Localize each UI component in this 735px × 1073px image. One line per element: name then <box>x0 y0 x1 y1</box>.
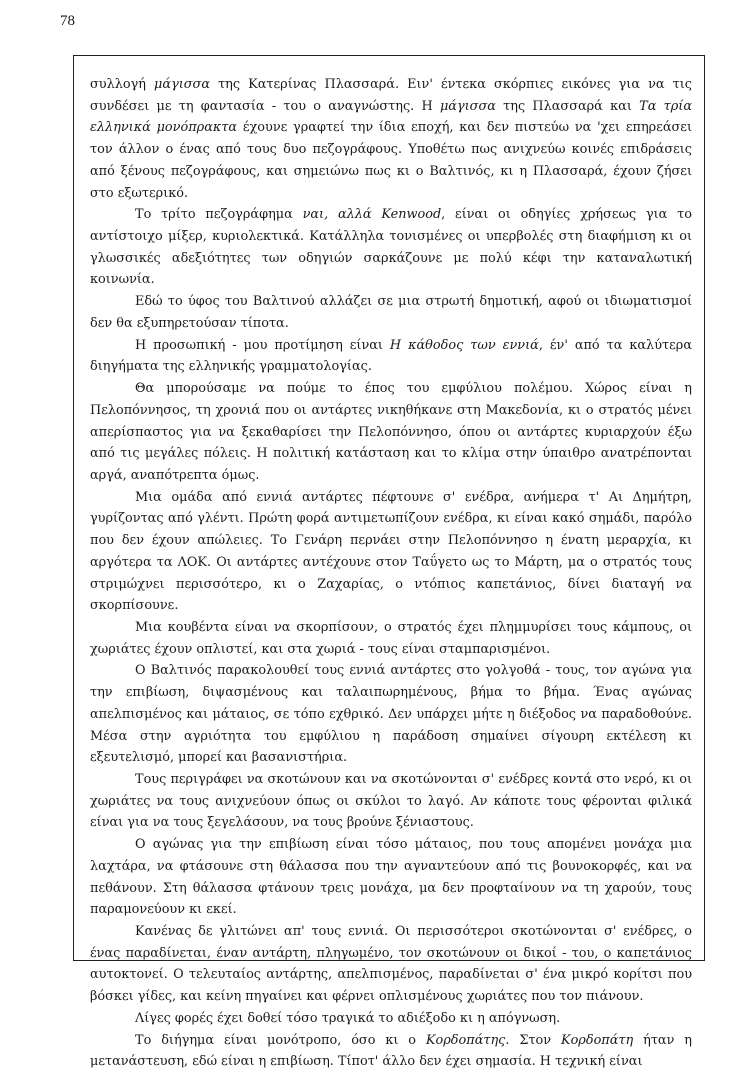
paragraph <box>90 1008 692 1030</box>
text-run: , έν' από τα καλύτερα διηγήματα της ελληνικής γραμματολογίας. <box>90 337 692 375</box>
text-run: Ο αγώνας για την επιβίωση είναι τόσο μάταιος, που τους απομένει μονάχα μια λαχτάρα, να φτάσουνε στη θάλασσα που την αγναντεύουν από τις βουνοκορφές, και να πεθάνουν. Στη θάλασσα φτάνουν τρεις μονάχα, μα δεν προφταίνουν να τη χαρούν, τους παραμονεύουν κι εκεί. <box>90 837 692 918</box>
paragraph <box>90 617 692 660</box>
paragraph <box>90 378 692 487</box>
text-run: , είναι οι οδηγίες χρήσεως για το αντίστοιχο μίξερ, κυριολεκτικά. Κατάλληλα τονισμένες οι υπερβολές στη διαφήμιση κι οι γλωσσικές αδεξιότητες των οδηγιών σαρκάζουνε με πολύ κέφι την καταναλωτική κοινωνία. <box>90 207 692 288</box>
text-run: Μια ομάδα από εννιά αντάρτες πέφτουνε σ' ενέδρα, ανήμερα τ' Αι Δημήτρη, γυρίζοντας από γλέντι. Πρώτη φορά αντιμετωπίζουν ενέδρα, κι είναι κακό σημάδι, παρόλο που δεν έχουν απώλειες. Το Γενάρη περνάει στην Πελοπόννησο η ένατη μεραρχία, κι αργότερα τα ΛΟΚ. Οι αντάρτες αντέχουνε στον Ταΰγετο ως το Μάρτη, μα ο στρατός τους στριμώχνει περισσότερο, κι ο Ζαχαρίας, ο ντόπιος καπετάνιος, δίνει διαταγή να σκορπίσουνε. <box>90 489 692 614</box>
paragraph <box>90 769 692 834</box>
paragraph <box>90 834 692 921</box>
text-run: της Πλασσαρά και <box>495 98 640 114</box>
italic-title: Τα τρία ελληνικά μονόπρακτα <box>90 98 692 136</box>
paragraph <box>90 335 692 378</box>
paragraph <box>90 921 692 1008</box>
paragraph <box>90 660 692 769</box>
text-run: συλλογή <box>90 77 155 92</box>
paragraph <box>90 1030 692 1073</box>
text-run: Κανένας δε γλιτώνει απ' τους εννιά. Οι περισσότεροι σκοτώνονται σ' ενέδρες, ο ένας παραδίνεται, έναν αντάρτη, πληγωμένο, τον σκοτώνουν οι δικοί - του, ο καπετάνιος αυτοκτονεί. Ο τελευταίος αντάρτης, απελπισμένος, παραδίνεται σ' ένα μικρό κορίτσι που βόσκει γίδες, και κείνη πηγαίνει και φέρνει οπλισμένους χωριάτες που τον πιάνουν. <box>90 924 692 1005</box>
paragraph <box>90 204 692 291</box>
text-run: έχουνε γραφτεί την ίδια εποχή, και δεν πιστεύω να 'χει επηρεάσει τον άλλον ο ένας από τους δυο πεζογράφους. Υποθέτω πως ανιχνεύω κοινές επιδράσεις από ξένους πεζογράφους, και σημειώνω πως κι ο Βαλτινός, κι η Πλασσαρά, έχουν ζήσει στο εξωτερικό. <box>90 120 692 201</box>
text-run: Ο Βαλτινός παρακολουθεί τους εννιά αντάρτες στο γολγοθά - τους, τον αγώνα για την επιβίωση, διψασμένους και ταλαιπωρημένους, βήμα το βήμα. Ένας αγώνας απελπισμένος και μάταιος, σε τόπο εχθρικό. Δεν υπάρχει μήτε η διέξοδος να παραδοθούνε. Μέσα στην αγριότητα του εμφύλιου η παράδοση σημαίνει σίγουρη εκτέλεση κι εξευτελισμό, μπορεί και βασανιστήρια. <box>90 663 692 766</box>
paragraph <box>90 74 692 204</box>
italic-title: Κορδοπάτης <box>425 1032 506 1048</box>
text-run: . Στον <box>505 1032 561 1048</box>
italic-title: Η κάθοδος των εννιά <box>389 337 539 353</box>
page-number: 78 <box>60 13 75 29</box>
text-run: Το διήγημα είναι μονότροπο, όσο κι ο <box>135 1032 426 1048</box>
text-run: Λίγες φορές έχει δοθεί τόσο τραγικά το αδιέξοδο κι η απόγνωση. <box>135 1010 561 1026</box>
text-run: Η προσωπική - μου προτίμηση είναι <box>135 337 390 353</box>
body-text <box>90 74 692 1073</box>
text-run: Θα μπορούσαμε να πούμε το έπος του εμφύλιου πολέμου. Χώρος είναι η Πελοπόννησος, τη χρονιά που οι αντάρτες νικηθήκανε στη Μακεδονία, κι ο στρατός μένει απερίσπαστος για να ξεκαθαρίσει την Πελοπόννησο, όπου οι αντάρτες κυριαρχούν έξω από τις μεγάλες πόλεις. Η πολιτική κατάσταση και το κλίμα στην ύπαιθρο ανατρέπονται αργά, αναπότρεπτα όμως. <box>90 381 692 483</box>
italic-title: ναι, αλλά Kenwood <box>302 207 442 223</box>
text-frame <box>73 55 705 1070</box>
text-run: Μια κουβέντα είναι να σκορπίσουν, ο στρατός έχει πλημμυρίσει τους κάμπους, οι χωριάτες έχουν οπλιστεί, και στα χωριά - τους είναι σταμπαρισμένοι. <box>90 619 692 657</box>
italic-title: μάγισσα <box>439 98 496 114</box>
paragraph <box>90 291 692 334</box>
italic-title: Κορδοπάτη <box>560 1032 634 1048</box>
text-run: Τους περιγράφει να σκοτώνουν και να σκοτώνονται σ' ενέδρες κοντά στο νερό, κι οι χωριάτες να τους ανιχνεύουν όπως οι σκύλοι το λαγό. Αν κάποτε τους φέρονται φιλικά είναι για να τους ξεγελάσουν, να τους βρούνε ξένιαστους. <box>90 772 692 831</box>
italic-title: μάγισσα <box>154 77 210 92</box>
text-run: Εδώ το ύφος του Βαλτινού αλλάζει σε μια στρωτή δημοτική, αφού οι ιδιωματισμοί δεν θα εξυπηρετούσαν τίποτα. <box>90 294 692 331</box>
paragraph <box>90 487 692 617</box>
text-run: ήταν η μετανάστευση, εδώ είναι η επιβίωση. Τίποτ' άλλο δεν έχει σημασία. Η τεχνική είναι <box>90 1032 692 1070</box>
text-run: Το τρίτο πεζογράφημα <box>135 207 303 223</box>
text-run: της Κατερίνας Πλασσαρά. Ειν' έντεκα σκόρπιες εικόνες για να τις συνδέσει με τη φαντασία - του ο αναγνώστης. Η <box>90 77 692 114</box>
